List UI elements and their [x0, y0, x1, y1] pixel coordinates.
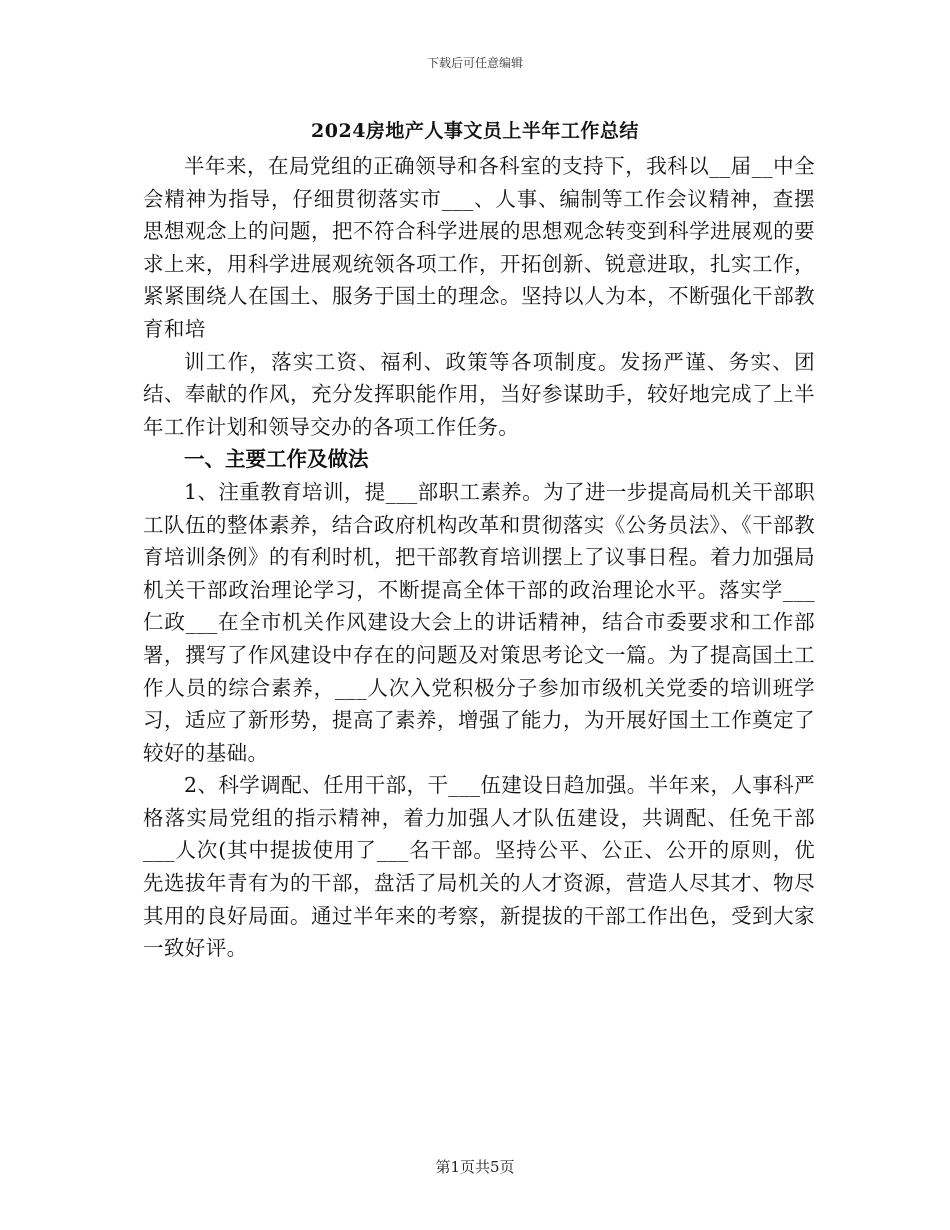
section-heading-1: 一、主要工作及做法: [184, 447, 369, 472]
item-paragraph-2: 2、科学调配、任用干部，干___伍建设日趋加强。半年来，人事科严格落实局党组的指示精神，着力加强人才队伍建设，共调配、任免干部___人次(其中提拔使用了___名干部。坚持公平、公正、公开的原则，优先选拔年青有为的干部，盘活了局机关的人才资源，营造人尽其才、物尽其用的良好局面。通过半年来的考察，新提拔的干部工作出色，受到大家一致好评。: [143, 773, 815, 961]
document-body: [143, 150, 815, 965]
item-paragraph-1: 1、注重教育培训，提___部职工素养。为了进一步提高局机关干部职工队伍的整体素养，结合政府机构改革和贯彻落实《公务员法》、《干部教育培训条例》的有利时机，把干部教育培训摆上了议事日程。着力加强局机关干部政治理论学习，不断提高全体干部的政治理论水平。落实学___仁政___在全市机关作风建设大会上的讲话精神，结合市委要求和工作部署，撰写了作风建设中存在的问题及对策思考论文一篇。为了提高国土工作人员的综合素养，___人次入党积极分子参加市级机关党委的培训班学习，适应了新形势，提高了素养，增强了能力，为开展好国土工作奠定了较好的基础。: [143, 479, 815, 765]
header-note: 下载后可任意编辑: [426, 56, 523, 70]
document-title: 2024房地产人事文员上半年工作总结: [311, 120, 639, 142]
intro-paragraph-2: 训工作，落实工资、福利、政策等各项制度。发扬严谨、务实、团结、奉献的作风，充分发挥职能作用，当好参谋助手，较好地完成了上半年工作计划和领导交办的各项工作任务。: [143, 349, 815, 439]
intro-paragraph-1: 半年来，在局党组的正确领导和各科室的支持下，我科以__届__中全会精神为指导，仔细贯彻落实市___、人事、编制等工作会议精神，查摆思想观念上的问题，把不符合科学进展的思想观念转变到科学进展观的要求上来，用科学进展观统领各项工作，开拓创新、锐意进取，扎实工作，紧紧围绕人在国土、服务于国土的理念。坚持以人为本，不断强化干部教育和培: [143, 154, 815, 341]
page-number-footer: 第1页共5页: [435, 1158, 515, 1176]
